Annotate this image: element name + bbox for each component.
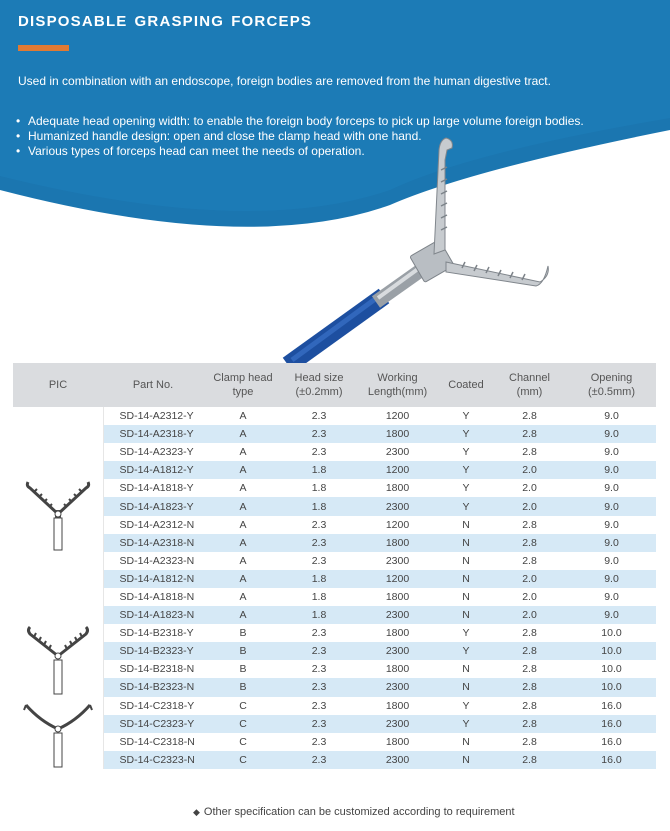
cell-length: 2300 [355, 497, 440, 515]
cell-size: 2.3 [311, 410, 327, 423]
cell-channel: 2.8 [522, 518, 537, 531]
cell-size: 2.3 [283, 534, 355, 552]
table-row [13, 407, 656, 425]
forceps-type-c-icon [18, 697, 98, 769]
cell-part: SD-14-A1812-N [103, 570, 203, 588]
hero-background [0, 0, 670, 365]
table-row [13, 642, 656, 660]
cell-coated: Y [440, 642, 492, 660]
forceps-type-a-icon [18, 480, 98, 552]
table-row [13, 534, 656, 552]
cell-coated: Y [462, 482, 470, 495]
cell-channel: 2.8 [492, 425, 567, 443]
header-clamp-type: Clamp head type [203, 363, 283, 407]
cell-opening: 9.0 [567, 534, 656, 552]
cell-length: 1200 [355, 570, 440, 588]
cell-part: SD-14-A2312-N [119, 518, 195, 531]
table-row [13, 751, 656, 769]
cell-size: 2.3 [311, 699, 327, 712]
table-row [13, 497, 656, 515]
cell-channel: 2.8 [492, 715, 567, 733]
cell-type: A [203, 606, 283, 624]
cell-coated: Y [440, 715, 492, 733]
table-header-row [13, 363, 656, 407]
cell-type: A [239, 446, 247, 459]
cell-opening: 9.0 [604, 482, 619, 495]
cell-opening: 10.0 [601, 627, 622, 640]
cell-channel: 2.8 [522, 554, 537, 567]
header-part-no: Part No. [103, 363, 203, 407]
feature-item: • Various types of forceps head can meet the needs of operation. [16, 144, 584, 159]
cell-channel: 2.0 [492, 570, 567, 588]
cell-size: 2.3 [311, 446, 327, 459]
cell-opening: 10.0 [567, 678, 656, 696]
cell-size: 1.8 [283, 461, 355, 479]
cell-part: SD-14-B2323-N [103, 678, 203, 696]
cell-type: C [239, 699, 247, 712]
cell-coated: N [462, 663, 470, 676]
cell-part: SD-14-A1823-Y [103, 497, 203, 515]
cell-coated: N [440, 751, 492, 769]
cell-type: A [203, 425, 283, 443]
customization-note [193, 806, 515, 818]
header-coated: Coated [440, 363, 492, 407]
cell-coated: N [440, 606, 492, 624]
cell-length: 2300 [355, 715, 440, 733]
cell-opening: 10.0 [567, 642, 656, 660]
table-row [13, 606, 656, 624]
cell-type: C [203, 715, 283, 733]
header-pic: PIC [13, 363, 103, 407]
cell-size: 2.3 [311, 735, 327, 748]
cell-size: 2.3 [283, 678, 355, 696]
cell-type: C [203, 751, 283, 769]
header-head-size: Head size (±0.2mm) [283, 363, 355, 407]
table-row [13, 479, 656, 497]
cell-size: 2.3 [283, 715, 355, 733]
note-text: Other specification can be customized according to requirement [203, 806, 515, 818]
cell-opening: 9.0 [604, 590, 619, 603]
cell-part: SD-14-C2318-Y [119, 699, 195, 712]
cell-channel: 2.8 [522, 627, 537, 640]
cell-channel: 2.0 [492, 497, 567, 515]
cell-part: SD-14-A1823-N [103, 606, 203, 624]
cell-length: 1800 [385, 663, 410, 676]
cell-channel: 2.0 [492, 606, 567, 624]
cell-part: SD-14-C2318-N [119, 735, 195, 748]
cell-coated: Y [462, 627, 470, 640]
cell-coated: N [440, 570, 492, 588]
cell-part: SD-14-A2318-N [103, 534, 203, 552]
cell-channel: 2.8 [522, 410, 537, 423]
cell-part: SD-14-C2323-N [103, 751, 203, 769]
title-accent-bar [18, 45, 69, 51]
cell-size: 2.3 [283, 751, 355, 769]
cell-channel: 2.8 [522, 663, 537, 676]
cell-type: B [203, 678, 283, 696]
cell-part: SD-14-B2318-N [119, 663, 195, 676]
forceps-type-b-icon [18, 624, 98, 696]
cell-part: SD-14-B2323-Y [103, 642, 203, 660]
cell-part: SD-14-A1818-Y [119, 482, 194, 495]
cell-coated: N [462, 590, 470, 603]
table-row [13, 660, 656, 678]
header-working-length: Working Length(mm) [355, 363, 440, 407]
cell-length: 1800 [385, 590, 410, 603]
cell-coated: Y [440, 461, 492, 479]
cell-type: A [203, 570, 283, 588]
cell-opening: 9.0 [567, 497, 656, 515]
cell-length: 1800 [385, 482, 410, 495]
cell-part: SD-14-A1818-N [119, 590, 195, 603]
cell-opening: 9.0 [567, 606, 656, 624]
cell-type: A [239, 590, 247, 603]
cell-part: SD-14-A1812-Y [103, 461, 203, 479]
cell-type: A [203, 534, 283, 552]
cell-channel: 2.8 [522, 699, 537, 712]
cell-opening: 16.0 [601, 735, 622, 748]
cell-part: SD-14-C2323-Y [103, 715, 203, 733]
header-opening: Opening (±0.5mm) [567, 363, 656, 407]
cell-type: C [239, 735, 247, 748]
cell-size: 2.3 [311, 663, 327, 676]
cell-opening: 9.0 [567, 425, 656, 443]
cell-length: 2300 [355, 606, 440, 624]
table-row [13, 733, 656, 751]
cell-length: 1200 [355, 461, 440, 479]
cell-size: 2.3 [311, 554, 327, 567]
cell-size: 1.8 [283, 570, 355, 588]
cell-length: 2300 [385, 554, 410, 567]
cell-size: 1.8 [283, 606, 355, 624]
cell-length: 1800 [355, 534, 440, 552]
cell-type: A [239, 410, 247, 423]
cell-length: 1800 [385, 627, 410, 640]
feature-item: • Adequate head opening width: to enable the foreign body forceps to pick up large volume foreign bodies. [16, 114, 584, 129]
cell-coated: Y [462, 410, 470, 423]
cell-type: B [239, 663, 247, 676]
cell-coated: Y [440, 497, 492, 515]
cell-type: A [239, 554, 247, 567]
feature-list [16, 114, 584, 159]
cell-size: 1.8 [283, 497, 355, 515]
cell-opening: 10.0 [601, 663, 622, 676]
cell-length: 2300 [385, 446, 410, 459]
cell-channel: 2.8 [522, 446, 537, 459]
table-row [13, 425, 656, 443]
cell-part: SD-14-A2323-Y [119, 446, 194, 459]
cell-coated: Y [440, 425, 492, 443]
cell-opening: 16.0 [567, 751, 656, 769]
table-row [13, 588, 656, 606]
cell-length: 1800 [355, 425, 440, 443]
cell-opening: 16.0 [601, 699, 622, 712]
cell-length: 1800 [385, 699, 410, 712]
cell-coated: N [462, 554, 470, 567]
table-row [13, 678, 656, 696]
cell-opening: 9.0 [567, 570, 656, 588]
cell-opening: 9.0 [604, 446, 619, 459]
cell-coated: Y [462, 699, 470, 712]
cell-coated: N [462, 735, 470, 748]
cell-length: 1800 [385, 735, 410, 748]
cell-channel: 2.0 [522, 482, 537, 495]
feature-item: • Humanized handle design: open and close the clamp head with one hand. [16, 129, 584, 144]
cell-length: 2300 [355, 678, 440, 696]
table-row [13, 715, 656, 733]
cell-size: 1.8 [311, 482, 327, 495]
cell-size: 1.8 [311, 590, 327, 603]
table-row [13, 570, 656, 588]
cell-opening: 9.0 [604, 410, 619, 423]
cell-channel: 2.8 [492, 534, 567, 552]
cell-channel: 2.0 [492, 461, 567, 479]
intro-text: Used in combination with an endoscope, foreign bodies are removed from the human digestive tract. [18, 74, 551, 88]
cell-length: 2300 [355, 642, 440, 660]
table-row [13, 443, 656, 461]
cell-part: SD-14-A2312-Y [119, 410, 194, 423]
specification-table [13, 363, 656, 769]
table-row [13, 624, 656, 642]
cell-size: 2.3 [283, 425, 355, 443]
cell-coated: Y [462, 446, 470, 459]
cell-type: A [203, 461, 283, 479]
table-row [13, 552, 656, 570]
cell-coated: N [440, 678, 492, 696]
cell-size: 2.3 [311, 627, 327, 640]
header-channel: Channel (mm) [492, 363, 567, 407]
cell-channel: 2.8 [522, 735, 537, 748]
cell-part: SD-14-A2318-Y [103, 425, 203, 443]
diamond-icon: ◆ [193, 807, 200, 817]
cell-length: 1200 [385, 518, 410, 531]
cell-length: 1200 [385, 410, 410, 423]
cell-opening: 9.0 [604, 554, 619, 567]
cell-length: 2300 [355, 751, 440, 769]
pic-cell-type-b [13, 624, 103, 696]
cell-size: 2.3 [283, 642, 355, 660]
cell-type: A [203, 497, 283, 515]
cell-part: SD-14-A2323-N [119, 554, 195, 567]
cell-channel: 2.8 [492, 751, 567, 769]
cell-part: SD-14-B2318-Y [119, 627, 194, 640]
cell-type: B [239, 627, 247, 640]
cell-opening: 9.0 [604, 518, 619, 531]
cell-channel: 2.0 [522, 590, 537, 603]
cell-opening: 16.0 [567, 715, 656, 733]
table-row [13, 516, 656, 534]
pic-cell-type-a [13, 407, 103, 624]
cell-channel: 2.8 [492, 642, 567, 660]
cell-type: A [239, 482, 247, 495]
page-title: disposable grasping forceps [18, 8, 313, 31]
cell-opening: 9.0 [567, 461, 656, 479]
pic-cell-type-c [13, 697, 103, 769]
table-row [13, 697, 656, 715]
cell-type: A [239, 518, 247, 531]
cell-coated: N [462, 518, 470, 531]
hero-banner [0, 0, 670, 365]
cell-size: 2.3 [311, 518, 327, 531]
cell-channel: 2.8 [492, 678, 567, 696]
cell-type: B [203, 642, 283, 660]
table-row [13, 461, 656, 479]
cell-coated: N [440, 534, 492, 552]
